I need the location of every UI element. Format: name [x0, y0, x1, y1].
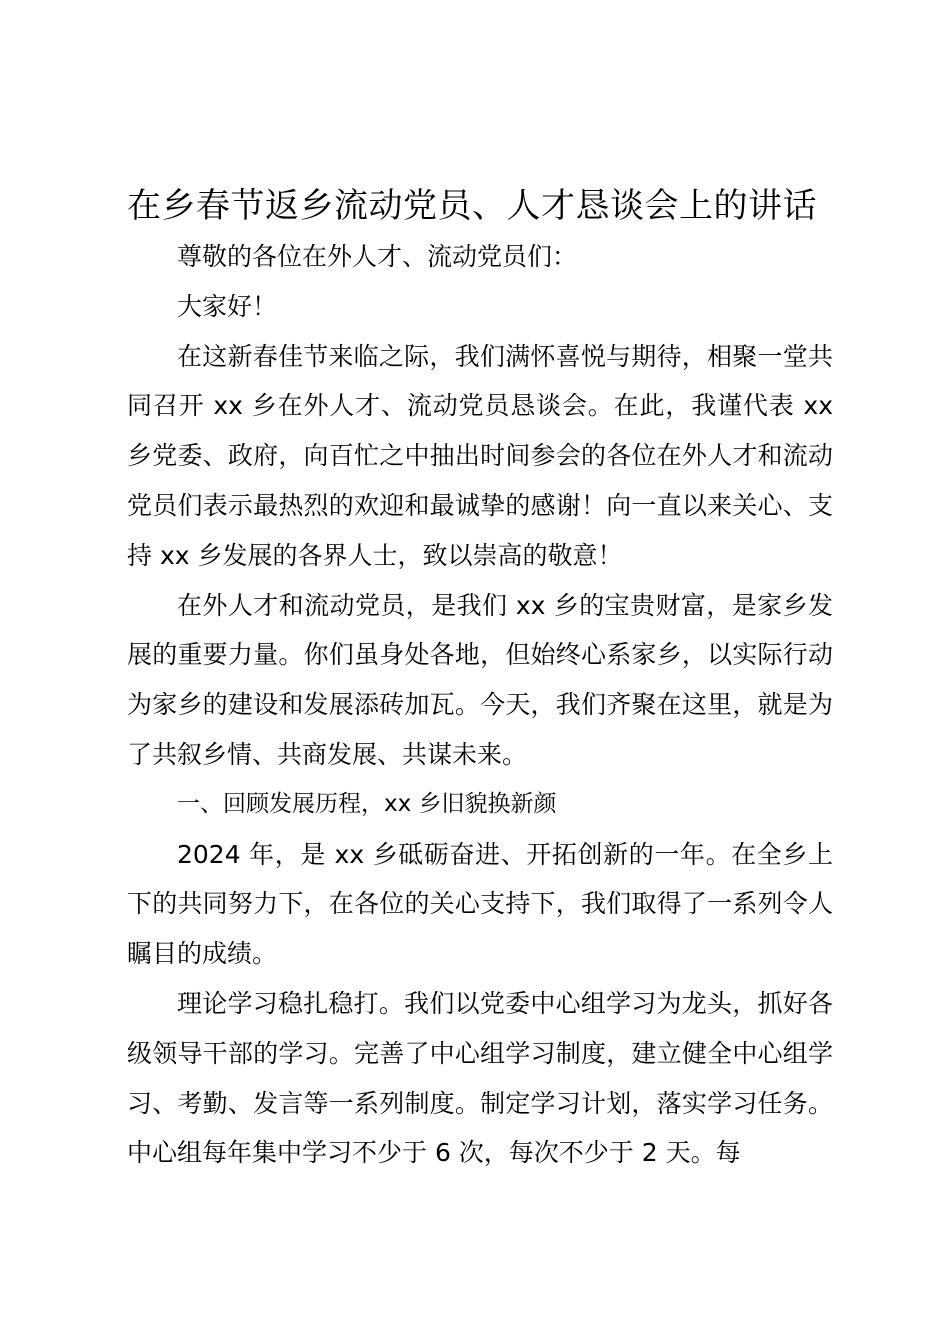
- body-paragraph: 在这新春佳节来临之际，我们满怀喜悦与期待，相聚一堂共同召开 xx 乡在外人才、流动党员恳谈会。在此，我谨代表 xx 乡党委、政府，向百忙之中抽出时间参会的各位在外人才和流动党员们表示最热烈的欢迎和最诚挚的感谢！向一直以来关心、支持 xx 乡发展的各界人士，致以崇高的敬意！: [127, 341, 833, 570]
- body-paragraph: 在外人才和流动党员，是我们 xx 乡的宝贵财富，是家乡发展的重要力量。你们虽身处各地，但始终心系家乡，以实际行动为家乡的建设和发展添砖加瓦。今天，我们齐聚在这里，就是为了共叙乡情、共商发展、共谋未来。: [127, 590, 833, 769]
- section-heading: 一、回顾发展历程，xx 乡旧貌换新颜: [177, 790, 557, 817]
- body-paragraph: 理论学习稳扎稳打。我们以党委中心组学习为龙头，抓好各级领导干部的学习。完善了中心组学习制度，建立健全中心组学习、考勤、发言等一系列制度。制定学习计划，落实学习任务。中心组每年集中学习不少于 6 次，每次不少于 2 天。每: [127, 988, 833, 1168]
- salutation-paragraph: 尊敬的各位在外人才、流动党员们：: [177, 242, 578, 271]
- greeting-paragraph: 大家好！: [177, 291, 278, 321]
- document-title: 在乡春节返乡流动党员、人才恳谈会上的讲话: [127, 186, 817, 226]
- body-paragraph: 2024 年，是 xx 乡砥砺奋进、开拓创新的一年。在全乡上下的共同努力下，在各位的关心支持下，我们取得了一系列令人瞩目的成绩。: [127, 839, 833, 969]
- document-body: [127, 232, 833, 1178]
